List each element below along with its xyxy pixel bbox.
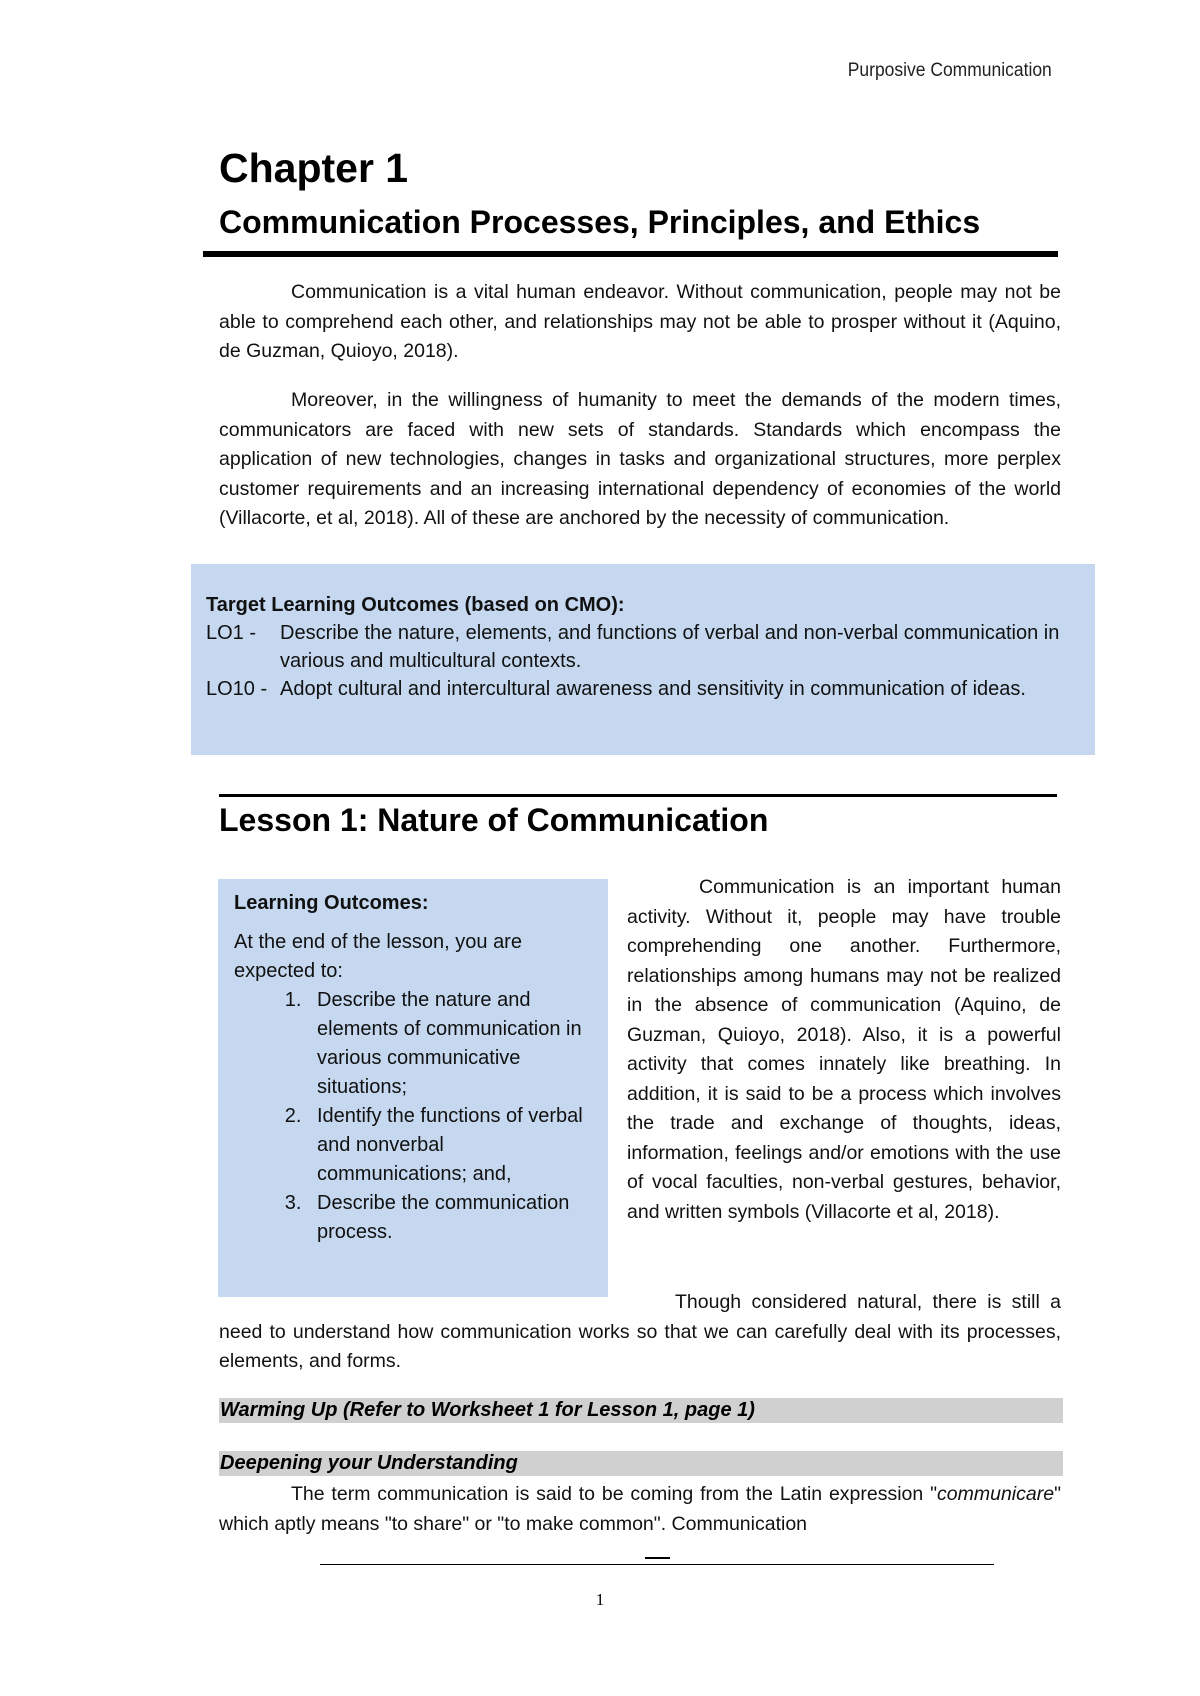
deepening-paragraph-text <box>219 1480 1061 1539</box>
intro-paragraph-1 <box>219 278 1061 367</box>
section-heading-deepening: Deepening your Understanding <box>219 1451 1063 1476</box>
lesson-title: Lesson 1: Nature of Communication <box>219 802 769 838</box>
deepening-text-part-1: The term communication is said to be coming from the Latin expression " <box>291 1483 938 1505</box>
page-number: 1 <box>595 1590 605 1609</box>
intro-paragraph-2-text: Moreover, in the willingness of humanity to meet the demands of the modern times, communicators are faced with new sets of standards. Standards which encompass the application of new technologies, changes in tasks and organizational structures, more perplex customer requirements and an increasing international dependency of economies of the world (Villacorte, et al, 2018). All of these are anchored by the necessity of communication. <box>219 389 1061 529</box>
lesson-body-paragraph-2 <box>219 1288 1061 1377</box>
deepening-text-part-2: " which aptly means "to share" or "to make common". Communication <box>219 1483 1061 1535</box>
list-item: 3. Describe the communication process. <box>307 1189 596 1247</box>
latin-term: communicare <box>937 1483 1055 1505</box>
learning-outcomes-intro: At the end of the lesson, you are expected to: <box>234 931 522 982</box>
target-outcome-item <box>206 619 1081 675</box>
target-outcome-text: Adopt cultural and intercultural awareness and sensitivity in communication of ideas. <box>280 678 1026 700</box>
chapter-subtitle: Communication Processes, Principles, and Ethics <box>219 204 981 240</box>
target-outcome-code: LO1 - <box>206 622 257 644</box>
lesson-divider <box>219 794 1057 797</box>
target-outcome-text: Describe the nature, elements, and functions of verbal and non-verbal communication in various and multicultural contexts. <box>280 622 1060 672</box>
running-header: Purposive Communication <box>847 60 1052 81</box>
footer-divider <box>320 1564 994 1565</box>
learning-outcomes-heading: Learning Outcomes: <box>234 892 429 914</box>
learning-outcomes-box <box>218 879 608 1297</box>
lesson-body-paragraph-2-block <box>219 1288 1061 1377</box>
target-outcomes-box <box>191 564 1095 755</box>
lesson-body-column <box>627 873 1061 1227</box>
section-heading-warming-up: Warming Up (Refer to Worksheet 1 for Lesson 1, page 1) <box>219 1398 1063 1423</box>
target-outcome-code: LO10 - <box>206 678 268 700</box>
lesson-body-paragraph-1: Communication is an important human activity. Without it, people may have trouble comprehending one another. Furthermore, relationships among humans may not be realized in the absence of communication (Aquino, de Guzman, Quioyo, 2018). Also, it is a powerful activity that comes innately like breathing. In addition, it is said to be a process which involves the trade and exchange of thoughts, ideas, information, feelings and/or emotions with the use of vocal faculties, non-verbal gestures, behavior, and written symbols (Villacorte et al, 2018). <box>627 876 1061 1223</box>
list-item: 1. Describe the nature and elements of communication in various communicative situations; <box>307 986 596 1102</box>
learning-outcomes-list <box>234 986 596 1247</box>
intro-paragraph-2 <box>219 386 1061 534</box>
deepening-paragraph <box>219 1480 1061 1539</box>
target-outcomes-heading: Target Learning Outcomes (based on CMO): <box>206 594 625 616</box>
chapter-title: Chapter 1 <box>219 145 409 191</box>
intro-paragraph-1-text: Communication is a vital human endeavor. Without communication, people may not be able to comprehend each other, and relationships may not be able to prosper without it (Aquino, de Guzman, Quioyo, 2018). <box>219 281 1061 362</box>
title-divider <box>203 251 1058 257</box>
list-item: 2. Identify the functions of verbal and nonverbal communications; and, <box>307 1102 596 1189</box>
target-outcome-item <box>206 675 1081 703</box>
lesson-body-paragraph-2-text: Though considered natural, there is still a need to understand how communication works so that we can carefully deal with its processes, elements, and forms. <box>219 1291 1061 1372</box>
footer-stub-line <box>645 1557 670 1559</box>
